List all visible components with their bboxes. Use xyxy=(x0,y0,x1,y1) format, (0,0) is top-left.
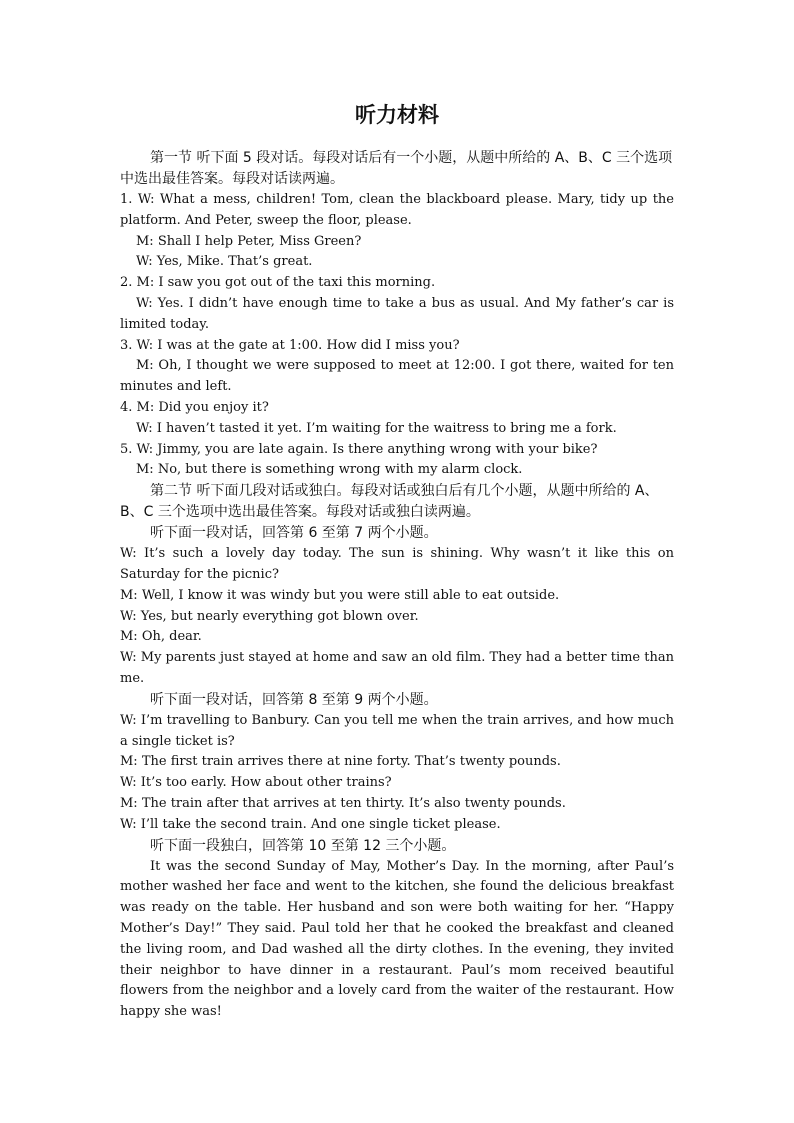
dialog-1-line-2: M: Shall I help Peter, Miss Green? xyxy=(136,233,362,249)
dialog-1-line-1: 1. W: What a mess, children! Tom, clean the blackboard please. Mary, tidy up the platform. And Peter, sweep the floor, please. xyxy=(120,192,674,228)
section1-heading: 第一节 听下面 5 段对话。每段对话后有一个小题，从题中所给的 A、B、C 三个选项中选出最佳答案。每段对话读两遍。 xyxy=(120,150,673,187)
document-page xyxy=(120,100,674,1023)
part1-line-1: W: It’s such a lovely day today. The sun is shining. Why wasn’t it like this on Saturday for the picnic? xyxy=(120,546,674,582)
dialog-3-line-1: 3. W: I was at the gate at 1:00. How did I miss you? xyxy=(120,337,460,353)
part1-line-3: W: Yes, but nearly everything got blown over. xyxy=(120,608,419,624)
page-title: 听力材料 xyxy=(355,103,439,127)
monologue-text: It was the second Sunday of May, Mother’s Day. In the morning, after Paul’s mother washed her face and went to the kitchen, she found the delicious breakfast was ready on the table. Her husband and son were both waiting for her. “Happy Mother’s Day!” They said. Paul told her that he cooked the breakfast and cleaned the living room, and Dad washed all the dirty clothes. In the evening, they invited their neighbor to have dinner in a restaurant. Paul’s mom received beautiful flowers from the neighbor and a lovely card from the waiter of the restaurant. How happy she was! xyxy=(120,858,674,1020)
dialog-5-line-2: M: No, but there is something wrong with my alarm clock. xyxy=(136,462,523,478)
part1-line-5: W: My parents just stayed at home and saw an old film. They had a better time than me. xyxy=(120,650,674,686)
part1-prompt: 听下面一段对话，回答第 6 至第 7 两个小题。 xyxy=(150,525,438,542)
dialog-2-line-1: 2. M: I saw you got out of the taxi this morning. xyxy=(120,275,436,291)
part2-line-3: W: It’s too early. How about other trains? xyxy=(120,775,392,791)
dialog-5-line-1: 5. W: Jimmy, you are late again. Is there anything wrong with your bike? xyxy=(120,441,598,457)
part2-line-4: M: The train after that arrives at ten thirty. It’s also twenty pounds. xyxy=(120,795,566,811)
part2-prompt: 听下面一段对话，回答第 8 至第 9 两个小题。 xyxy=(150,691,438,708)
part2-line-5: W: I’ll take the second train. And one single ticket please. xyxy=(120,816,501,832)
part1-line-4: M: Oh, dear. xyxy=(120,629,202,645)
dialog-4-line-1: 4. M: Did you enjoy it? xyxy=(120,399,269,415)
dialog-2-line-2: W: Yes. I didn’t have enough time to take a bus as usual. And My father’s car is limited today. xyxy=(120,295,674,332)
part1-line-2: M: Well, I know it was windy but you were still able to eat outside. xyxy=(120,587,560,603)
part2-line-2: M: The first train arrives there at nine forty. That’s twenty pounds. xyxy=(120,754,561,770)
dialog-1-line-3: W: Yes, Mike. That’s great. xyxy=(136,254,313,270)
part2-line-1: W: I’m travelling to Banbury. Can you tell me when the train arrives, and how much a single ticket is? xyxy=(120,712,674,749)
dialog-4-line-2: W: I haven’t tasted it yet. I’m waiting for the waitress to bring me a fork. xyxy=(136,420,617,436)
part3-prompt: 听下面一段独白，回答第 10 至第 12 三个小题。 xyxy=(150,837,456,854)
dialog-3-line-2: M: Oh, I thought we were supposed to meet at 12:00. I got there, waited for ten minutes and left. xyxy=(120,358,674,395)
section2-heading: 第二节 听下面几段对话或独白。每段对话或独白后有几个小题，从题中所给的 A、B、C 三个选项中选出最佳答案。每段对话或独白读两遍。 xyxy=(120,483,659,521)
